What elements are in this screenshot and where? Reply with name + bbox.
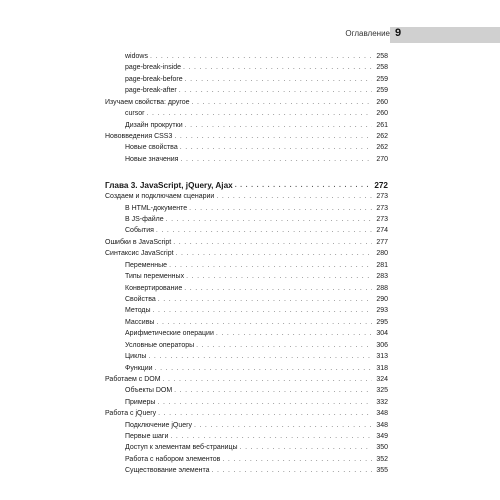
toc-entry: [105, 62, 388, 73]
toc-entry: [105, 120, 388, 131]
dot-leader: [156, 225, 372, 236]
toc-entry-label: Методы: [125, 307, 151, 315]
toc-entry-label: Доступ к элементам веб-страницы: [125, 444, 238, 452]
toc-entry-label: Новые свойства: [125, 144, 178, 152]
dot-leader: [170, 431, 372, 442]
dot-leader: [212, 465, 372, 476]
toc-entry-label: page-break-after: [125, 87, 177, 95]
dot-leader: [169, 260, 372, 271]
dot-leader: [176, 248, 372, 259]
toc-entry-label: Существование элемента: [125, 467, 210, 475]
toc-entry-label: cursor: [125, 110, 145, 118]
toc-entry-label: Циклы: [125, 353, 147, 361]
dot-leader: [196, 340, 372, 351]
toc-entry: [105, 142, 388, 153]
toc-entry-label: page-break-inside: [125, 64, 182, 72]
toc-entry-page: 348: [376, 421, 388, 429]
dot-leader: [222, 454, 372, 465]
toc-entry-page: 313: [376, 353, 388, 361]
toc-entry-page: 306: [376, 341, 388, 349]
dot-leader: [185, 74, 372, 85]
toc-entry: [105, 465, 388, 476]
toc-entry: [105, 328, 388, 339]
dot-leader: [155, 363, 372, 374]
dot-leader: [158, 294, 372, 305]
dot-leader: [183, 62, 372, 73]
toc-entry-page: 260: [376, 98, 388, 106]
toc-entry: [105, 97, 388, 108]
dot-leader: [156, 317, 372, 328]
toc-entry-page: 348: [376, 410, 388, 418]
toc-entry-label: Работа с набором элементов: [125, 455, 221, 463]
toc-entry: [105, 108, 388, 119]
toc-entry: [105, 214, 388, 225]
toc-entry-label: Типы переменных: [125, 273, 185, 281]
dot-leader: [189, 203, 372, 214]
toc-entry-page: 273: [376, 204, 388, 212]
toc-entry-label: Примеры: [125, 398, 156, 406]
toc-entry-label: Нововведения CSS3: [105, 132, 173, 140]
toc-entry-label: Конвертирование: [125, 284, 183, 292]
dot-leader: [157, 397, 372, 408]
toc-entry-label: Арифметические операции: [125, 330, 214, 338]
toc-entry-label: Работа с jQuery: [105, 410, 157, 418]
dot-leader: [180, 142, 372, 153]
toc-entry-label: События: [125, 227, 154, 235]
toc-entry: [105, 317, 388, 328]
toc-entry: [105, 351, 388, 362]
dot-leader: [174, 131, 372, 142]
chapter-heading: [105, 179, 388, 191]
toc-entry: [105, 260, 388, 271]
toc-entry: [105, 74, 388, 85]
toc-entry-label: Изучаем свойства: другое: [105, 98, 190, 106]
toc-entry-page: 270: [376, 155, 388, 163]
toc-entry-page: 260: [376, 110, 388, 118]
dot-leader: [150, 51, 372, 62]
running-title: Оглавление: [345, 29, 390, 38]
toc-entry: [105, 454, 388, 465]
toc-entry-label: Создаем и подключаем сценарии: [105, 193, 215, 201]
page-number: 9: [395, 27, 402, 39]
toc-entry-page: 280: [376, 250, 388, 258]
dot-leader: [148, 351, 372, 362]
toc-entry: [105, 85, 388, 96]
dot-leader: [185, 120, 372, 131]
table-of-contents: [105, 51, 388, 477]
dot-leader: [192, 97, 372, 108]
dot-leader: [216, 328, 372, 339]
dot-leader: [216, 191, 372, 202]
dot-leader: [186, 271, 372, 282]
toc-entry: [105, 131, 388, 142]
toc-entry-page: 332: [376, 398, 388, 406]
toc-entry-page: 318: [376, 364, 388, 372]
toc-entry: [105, 363, 388, 374]
dot-leader: [240, 442, 372, 453]
toc-entry: [105, 237, 388, 248]
toc-entry: [105, 408, 388, 419]
toc-entry: [105, 203, 388, 214]
toc-entry-page: 262: [376, 144, 388, 152]
toc-entry-label: Глава 3. JavaScript, jQuery, Ajax: [105, 180, 233, 190]
toc-entry-page: 258: [376, 64, 388, 72]
toc-entry-page: 350: [376, 444, 388, 452]
toc-entry-page: 258: [376, 52, 388, 60]
toc-entry: [105, 397, 388, 408]
toc-entry: [105, 51, 388, 62]
dot-leader: [235, 180, 372, 191]
page-header: [0, 27, 500, 43]
toc-entry-label: page-break-before: [125, 75, 183, 83]
toc-entry: [105, 431, 388, 442]
toc-entry-label: В JS-файле: [125, 216, 164, 224]
toc-entry-label: В HTML-документе: [125, 204, 188, 212]
toc-entry: [105, 225, 388, 236]
toc-entry-label: Новые значения: [125, 155, 179, 163]
toc-entry-page: 352: [376, 455, 388, 463]
dot-leader: [184, 283, 372, 294]
toc-entry-label: widows: [125, 52, 148, 60]
toc-entry: [105, 385, 388, 396]
toc-entry-page: 349: [376, 433, 388, 441]
dot-leader: [179, 85, 372, 96]
toc-entry-page: 324: [376, 375, 388, 383]
toc-entry-page: 277: [376, 238, 388, 246]
dot-leader: [153, 305, 372, 316]
toc-entry-label: Дизайн прокрутки: [125, 121, 183, 129]
dot-leader: [174, 385, 372, 396]
toc-entry: [105, 271, 388, 282]
toc-entry-label: Массивы: [125, 318, 155, 326]
toc-entry-page: 295: [376, 318, 388, 326]
toc-entry-page: 293: [376, 307, 388, 315]
toc-entry-page: 273: [376, 216, 388, 224]
toc-entry-label: Синтаксис JavaScript: [105, 250, 174, 258]
toc-entry: [105, 374, 388, 385]
toc-entry-label: Функции: [125, 364, 153, 372]
dot-leader: [180, 154, 372, 165]
toc-entry-label: Ошибки в JavaScript: [105, 238, 172, 246]
toc-entry-label: Объекты DOM: [125, 387, 173, 395]
toc-entry-page: 259: [376, 87, 388, 95]
toc-entry-page: 272: [374, 180, 388, 190]
toc-entry-label: Подключение jQuery: [125, 421, 192, 429]
toc-entry: [105, 283, 388, 294]
toc-entry-page: 325: [376, 387, 388, 395]
toc-entry: [105, 305, 388, 316]
toc-entry-page: 290: [376, 296, 388, 303]
dot-leader: [163, 374, 372, 385]
toc-entry: [105, 420, 388, 431]
toc-entry-page: 283: [376, 273, 388, 281]
toc-entry: [105, 443, 388, 454]
toc-entry-page: 273: [376, 193, 388, 201]
toc-entry-page: 261: [376, 121, 388, 129]
toc-entry-label: Работаем с DOM: [105, 375, 161, 383]
toc-entry-label: Свойства: [125, 296, 156, 303]
dot-leader: [146, 108, 372, 119]
toc-entry: [105, 340, 388, 351]
dot-leader: [166, 214, 372, 225]
toc-entry-label: Условные операторы: [125, 341, 195, 349]
toc-entry-label: Переменные: [125, 261, 168, 269]
toc-entry-page: 288: [376, 284, 388, 292]
dot-leader: [194, 420, 372, 431]
toc-entry-page: 262: [376, 132, 388, 140]
toc-entry-page: 281: [376, 261, 388, 269]
page-number-box: [390, 27, 500, 43]
toc-entry: [105, 154, 388, 165]
toc-entry-page: 274: [376, 227, 388, 235]
dot-leader: [173, 237, 372, 248]
toc-entry: [105, 191, 388, 202]
toc-entry-page: 259: [376, 75, 388, 83]
toc-entry: [105, 248, 388, 259]
toc-entry-page: 355: [376, 467, 388, 475]
dot-leader: [158, 408, 372, 419]
toc-entry: [105, 294, 388, 305]
toc-entry-page: 304: [376, 330, 388, 338]
toc-entry-label: Первые шаги: [125, 433, 169, 441]
